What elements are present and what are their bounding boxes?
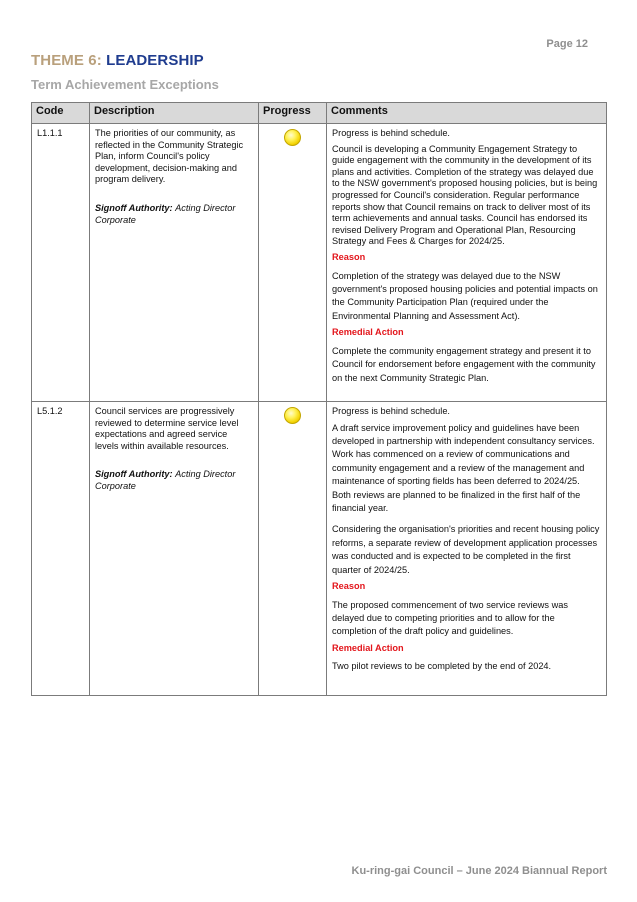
header-progress: Progress xyxy=(259,103,327,124)
row-progress xyxy=(259,124,327,402)
row-comments xyxy=(327,402,607,696)
comment-status: Progress is behind schedule. xyxy=(332,128,450,138)
remedial-action-text: Complete the community engagement strategy and present it to Council for endorsement before engagement with the community on the next Community Strategic Plan. xyxy=(332,345,596,383)
comment-body: Council is developing a Community Engagement Strategy to guide engagement with the community in the development of its plans and activities. Completion of the strategy was delayed due to the NSW government's proposed housing policies, but is being progressed for Council's consideration. Regular performance reports show that Council remains on track to deliver most of its term achievements and annual tasks. Council has endorsed its revised Delivery Program and Operational Plan, Resourcing Strategy and Fees & Charges for 2024/25. xyxy=(332,143,598,247)
table-header-row xyxy=(32,103,607,124)
exceptions-table xyxy=(31,102,607,696)
comment-body-2: Considering the organisation's priorities and recent housing policy reforms, a separate review of development application processes was conducted and is expected to be completed in the first quarter of 2024/25. xyxy=(332,524,600,575)
header-description: Description xyxy=(90,103,259,124)
page-number: Page 12 xyxy=(546,38,588,50)
theme-prefix: THEME 6: xyxy=(31,52,107,69)
signoff-value: Acting Director Corporate xyxy=(95,469,236,491)
header-comments: Comments xyxy=(327,103,607,124)
reason-label: Reason xyxy=(332,251,366,262)
reason-label: Reason xyxy=(332,581,366,592)
yellow-circle-icon xyxy=(284,129,301,146)
signoff-label: Signoff Authority: xyxy=(95,469,173,480)
theme-name: LEADERSHIP xyxy=(106,52,204,69)
reason-text: The proposed commencement of two service reviews was delayed due to competing priorities and to allow for the completion of the draft policy and guidelines. xyxy=(332,599,568,637)
footer: Ku-ring-gai Council – June 2024 Biannual Report xyxy=(351,865,607,877)
signoff-authority xyxy=(95,469,253,492)
row-progress xyxy=(259,402,327,696)
theme-title xyxy=(31,52,204,69)
row-code: L5.1.2 xyxy=(32,402,90,696)
remedial-action-text: Two pilot reviews to be completed by the end of 2024. xyxy=(332,661,552,672)
description-text: The priorities of our community, as reflected in the Community Strategic Plan, inform Council's policy development, decision-making and program delivery. xyxy=(95,128,244,185)
header-code: Code xyxy=(32,103,90,124)
signoff-authority xyxy=(95,203,253,226)
row-comments xyxy=(327,124,607,402)
table-row xyxy=(32,124,607,402)
signoff-label: Signoff Authority: xyxy=(95,202,173,213)
section-subtitle: Term Achievement Exceptions xyxy=(31,77,219,92)
comment-status: Progress is behind schedule. xyxy=(332,406,450,416)
description-text: Council services are progressively reviewed to determine service level expectations and agreed service levels within available resources. xyxy=(95,406,239,451)
yellow-circle-icon xyxy=(284,407,301,424)
table-row xyxy=(32,402,607,696)
comment-body: A draft service improvement policy and guidelines have been developed in partnership with independent consultancy services. Work has commenced on a review of communications and community engagement and a review of the management and maintenance of sporting fields has been deferred to 2024/25. Both reviews are planned to be finalized in the first half of the financial year. xyxy=(332,422,595,514)
row-code: L1.1.1 xyxy=(32,124,90,402)
signoff-value: Acting Director Corporate xyxy=(95,202,236,225)
row-description xyxy=(90,124,259,402)
row-description xyxy=(90,402,259,696)
remedial-action-label: Remedial Action xyxy=(332,642,404,653)
remedial-action-label: Remedial Action xyxy=(332,327,404,338)
reason-text: Completion of the strategy was delayed due to the NSW government's proposed housing policies and potential impacts on the Community Participation Plan (required under the Environmental Planning and Assessment Act). xyxy=(332,270,598,321)
